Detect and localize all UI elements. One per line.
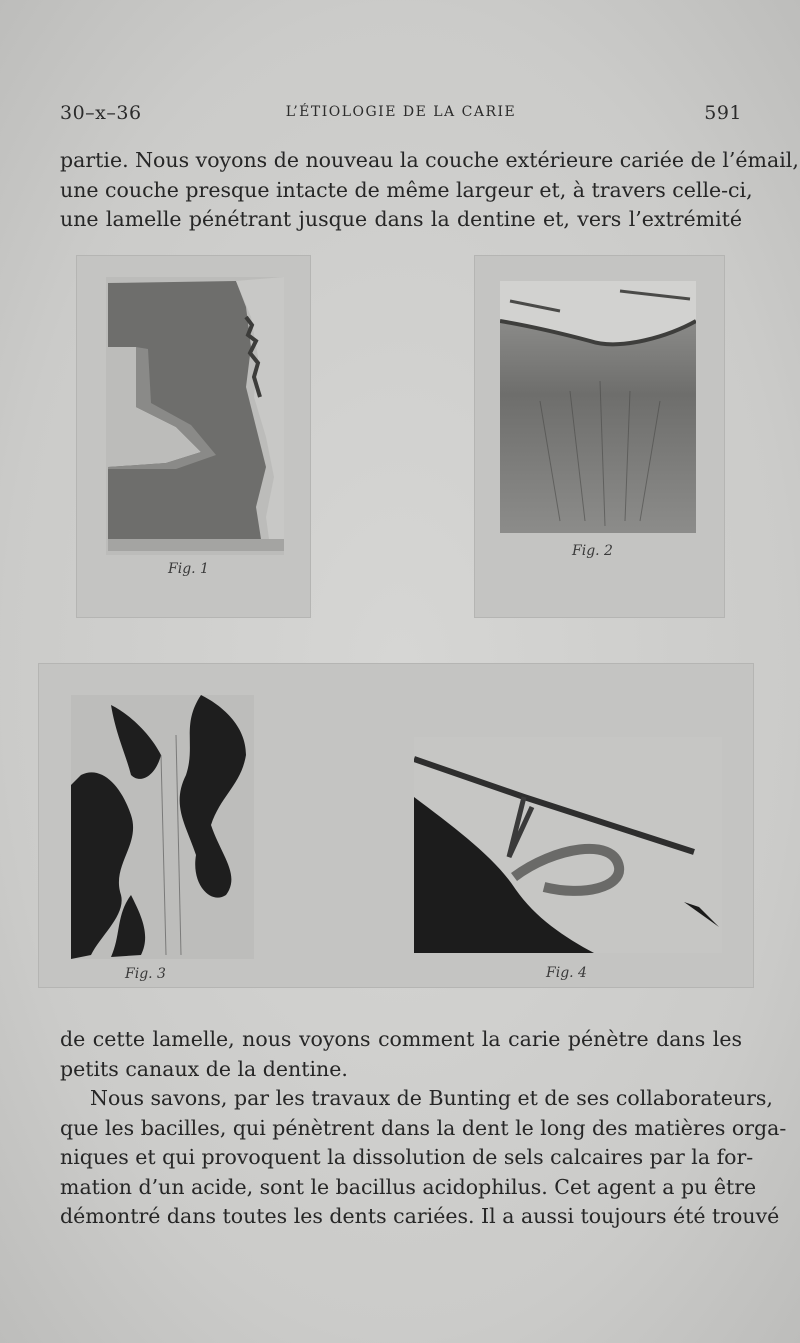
figure-2-plate [474, 255, 725, 618]
running-header [60, 102, 742, 128]
text-line: petits canaux de la dentine. [60, 1056, 348, 1081]
header-date: 30–x–36 [60, 102, 142, 124]
figure-3-image [71, 695, 254, 959]
figure-3-label: Fig. 3 [125, 966, 166, 982]
figures-3-4-plate [38, 663, 754, 988]
figure-4-image [414, 737, 722, 953]
bottom-paragraph-2 [60, 1084, 787, 1232]
text-line: une couche presque intacte de même largeur et, à travers celle-ci, [60, 177, 753, 202]
text-line: de cette lamelle, nous voyons comment la carie pénètre dans les [60, 1027, 742, 1051]
bottom-paragraph-1 [60, 1025, 742, 1084]
text-line: Nous savons, par les travaux de Bunting et de ses collaborateurs, [90, 1086, 773, 1110]
header-title: L’ÉTIOLOGIE DE LA CARIE [285, 104, 517, 120]
page-number: 591 [704, 102, 742, 124]
text-line: une lamelle pénétrant jusque dans la dentine et, vers l’extrémité [60, 207, 742, 232]
figure-1-label: Fig. 1 [168, 561, 209, 577]
text-line: mation d’un acide, sont le bacillus acidophilus. Cet agent a pu être [60, 1174, 757, 1199]
figure-4-label: Fig. 4 [546, 965, 587, 981]
text-line: que les bacilles, qui pénètrent dans la dent le long des matières orga- [60, 1115, 787, 1140]
figure-1-image [106, 277, 284, 555]
text-line: niques et qui provoquent la dissolution de sels calcaires par la for- [60, 1145, 754, 1170]
figure-2-label: Fig. 2 [572, 543, 613, 559]
text-line: démontré dans toutes les dents cariées. Il a aussi toujours été trouvé [60, 1204, 780, 1229]
top-paragraph [60, 146, 799, 235]
text-line: partie. Nous voyons de nouveau la couche extérieure cariée de l’émail, [60, 148, 799, 172]
figure-2-image [500, 281, 696, 533]
figure-1-plate [76, 255, 311, 618]
